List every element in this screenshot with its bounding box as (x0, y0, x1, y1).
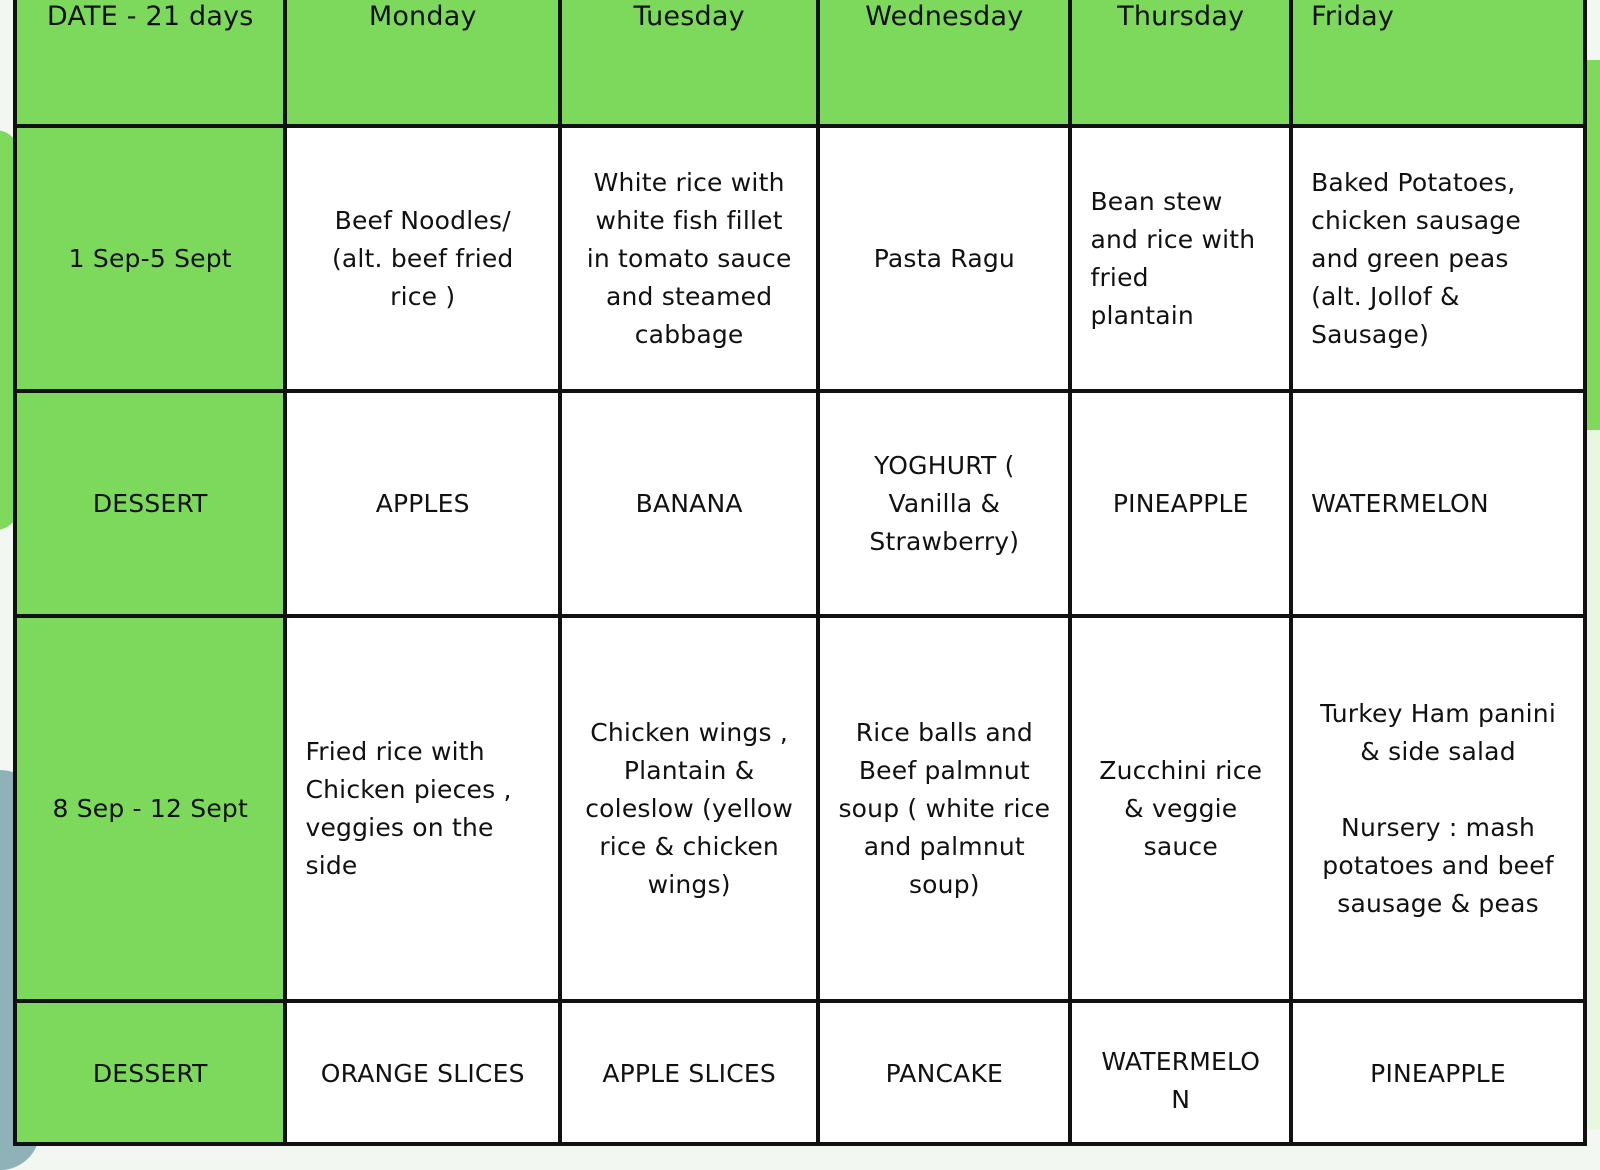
dessert-cell-thursday: WATERMELO N (1070, 1001, 1291, 1144)
meal-cell-friday: Baked Potatoes, chicken sausage and green peas (alt. Jollof & Sausage) (1291, 126, 1585, 391)
week-row (15, 126, 1585, 391)
meal-cell-wednesday: Pasta Ragu (818, 126, 1070, 391)
dessert-cell-tuesday: BANANA (560, 391, 818, 616)
dessert-cell-monday: ORANGE SLICES (285, 1001, 560, 1144)
meal-cell-tuesday: Chicken wings , Plantain & coleslow (yellow rice & chicken wings) (560, 616, 818, 1001)
header-friday: Friday (1291, 0, 1585, 126)
dessert-row (15, 1001, 1585, 1144)
header-tuesday: Tuesday (560, 0, 818, 126)
meal-cell-wednesday: Rice balls and Beef palmnut soup ( white rice and palmnut soup) (818, 616, 1070, 1001)
header-wednesday: Wednesday (818, 0, 1070, 126)
meal-cell-monday: Fried rice with Chicken pieces , veggies on the side (285, 616, 560, 1001)
row-label: 8 Sep - 12 Sept (15, 616, 285, 1001)
week-row (15, 616, 1585, 1001)
dessert-cell-wednesday: PANCAKE (818, 1001, 1070, 1144)
header-row (15, 0, 1585, 126)
meal-cell-friday: Turkey Ham panini & side salad Nursery : mash potatoes and beef sausage & peas (1291, 616, 1585, 1001)
meal-cell-thursday: Zucchini rice & veggie sauce (1070, 616, 1291, 1001)
dessert-cell-monday: APPLES (285, 391, 560, 616)
meal-cell-monday: Beef Noodles/ (alt. beef fried rice ) (285, 126, 560, 391)
dessert-cell-friday: PINEAPPLE (1291, 1001, 1585, 1144)
row-label: DESSERT (15, 1001, 285, 1144)
header-monday: Monday (285, 0, 560, 126)
row-label: DESSERT (15, 391, 285, 616)
header-date: DATE - 21 days (15, 0, 285, 126)
meal-plan-table (13, 0, 1587, 1146)
dessert-row (15, 391, 1585, 616)
dessert-cell-thursday: PINEAPPLE (1070, 391, 1291, 616)
dessert-cell-wednesday: YOGHURT ( Vanilla & Strawberry) (818, 391, 1070, 616)
dessert-cell-tuesday: APPLE SLICES (560, 1001, 818, 1144)
meal-cell-tuesday: White rice with white fish fillet in tomato sauce and steamed cabbage (560, 126, 818, 391)
row-label: 1 Sep-5 Sept (15, 126, 285, 391)
meal-cell-thursday: Bean stew and rice with fried plantain (1070, 126, 1291, 391)
dessert-cell-friday: WATERMELON (1291, 391, 1585, 616)
header-thursday: Thursday (1070, 0, 1291, 126)
